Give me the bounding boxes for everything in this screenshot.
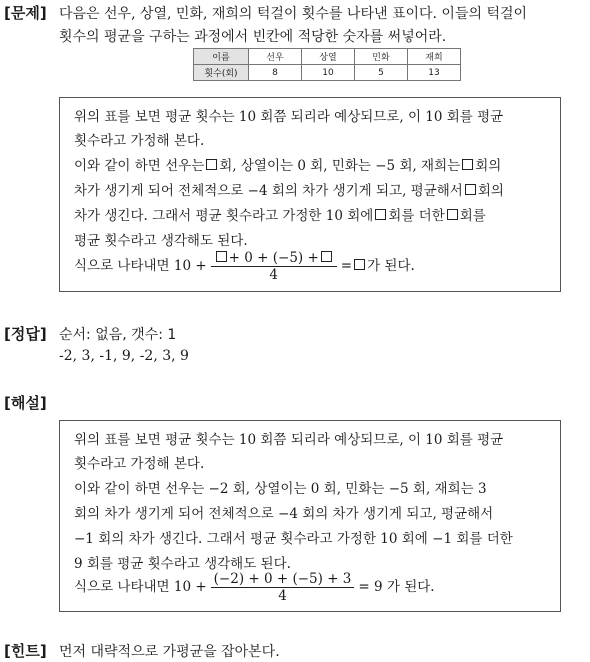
- fraction-denominator: 4: [269, 267, 279, 283]
- box-text: 회를 더한: [388, 208, 445, 224]
- box-line: 9 회를 평균 횟수라고 생각해도 된다.: [74, 556, 291, 572]
- explanation-tag: [해설]: [4, 394, 47, 412]
- table-header-cell: 민화: [355, 49, 408, 65]
- table-cell: 10: [302, 65, 355, 81]
- box-line: 위의 표를 보면 평균 횟수는 10 회쯤 되리라 예상되므로, 이 10 회를 평균: [74, 109, 504, 125]
- box-line: 회의 차가 생기게 되어 전체적으로 −4 회의 차가 생기게 되고, 평균해서: [74, 506, 494, 522]
- box-text: 식으로 나타내면 10 +: [74, 579, 207, 595]
- box-line: −1 회의 차가 생긴다. 그래서 평균 횟수라고 가정한 10 회에 −1 회를 더한: [74, 531, 513, 547]
- table-header-row: [194, 49, 461, 65]
- box-text: 회를: [459, 208, 486, 224]
- box-text: 차가 생긴다. 그래서 평균 횟수라고 가정한 10 회에: [74, 208, 374, 224]
- table-cell: 8: [249, 65, 302, 81]
- blank-box[interactable]: [447, 209, 458, 220]
- formula-line: [74, 250, 415, 283]
- hint-tag: [힌트]: [4, 642, 47, 660]
- box-text: 이와 같이 하면 선우는: [74, 158, 205, 174]
- table-cell: 횟수(회): [194, 65, 249, 81]
- blank-box[interactable]: [375, 209, 386, 220]
- blank-box[interactable]: [216, 251, 227, 262]
- problem-box: [59, 97, 561, 292]
- box-line: 평균 횟수라고 생각해도 된다.: [74, 233, 248, 249]
- box-text: + 0 + (−5) +: [228, 250, 319, 266]
- box-text: = 9 가 된다.: [358, 579, 435, 595]
- box-text: 회의: [475, 158, 502, 174]
- box-text: 가 된다.: [367, 258, 415, 274]
- box-text: 차가 생기게 되어 전체적으로 −4 회의 차가 생기게 되고, 평균해서: [74, 183, 463, 199]
- box-text: 식으로 나타내면 10 +: [74, 258, 207, 274]
- answer-line2: -2, 3, -1, 9, -2, 3, 9: [59, 348, 189, 364]
- box-text: =: [340, 258, 353, 274]
- answer-tag: [정답]: [4, 325, 47, 343]
- table-header-cell: 상열: [302, 49, 355, 65]
- table-cell: 5: [355, 65, 408, 81]
- blank-box[interactable]: [206, 159, 217, 170]
- formula-line: [74, 571, 435, 604]
- box-line: 횟수라고 가정해 본다.: [74, 456, 205, 472]
- box-text: 회, 상열이는 0 회, 민화는 −5 회, 재희는: [219, 158, 461, 174]
- fraction-numerator: [211, 250, 337, 267]
- blank-box[interactable]: [321, 251, 332, 262]
- blank-box[interactable]: [462, 159, 473, 170]
- table-cell: 13: [408, 65, 461, 81]
- explanation-box: [59, 420, 561, 612]
- blank-box[interactable]: [354, 259, 365, 270]
- fraction: [211, 250, 337, 283]
- box-line: 위의 표를 보면 평균 횟수는 10 회쯤 되리라 예상되므로, 이 10 회를 평균: [74, 432, 504, 448]
- box-line: 이와 같이 하면 선우는 −2 회, 상열이는 0 회, 민화는 −5 회, 재희는 3: [74, 481, 487, 497]
- problem-text-line1: 다음은 선우, 상열, 민화, 재희의 턱걸이 횟수를 나타낸 표이다. 이들의 턱걸이: [59, 6, 528, 22]
- table-header-cell: 이름: [194, 49, 249, 65]
- hint-text: 먼저 대략적으로 가평균을 잡아본다.: [59, 644, 280, 660]
- answer-line1: 순서: 없음, 갯수: 1: [59, 327, 177, 343]
- fraction-denominator: 4: [278, 588, 287, 604]
- fraction-numerator: (−2) + 0 + (−5) + 3: [211, 571, 355, 588]
- table-row: [194, 65, 461, 81]
- problem-tag: [문제]: [4, 4, 47, 22]
- blank-box[interactable]: [465, 184, 476, 195]
- pullup-table: [193, 48, 461, 81]
- table-header-cell: 선우: [249, 49, 302, 65]
- table-header-cell: 재희: [408, 49, 461, 65]
- problem-text-line2: 횟수의 평균을 구하는 과정에서 빈칸에 적당한 숫자를 써넣어라.: [59, 29, 447, 45]
- box-line: [74, 154, 501, 174]
- box-line: [74, 204, 486, 224]
- box-line: [74, 179, 504, 199]
- box-line: 횟수라고 가정해 본다.: [74, 133, 205, 149]
- fraction: [211, 571, 355, 604]
- box-text: 회의: [477, 183, 504, 199]
